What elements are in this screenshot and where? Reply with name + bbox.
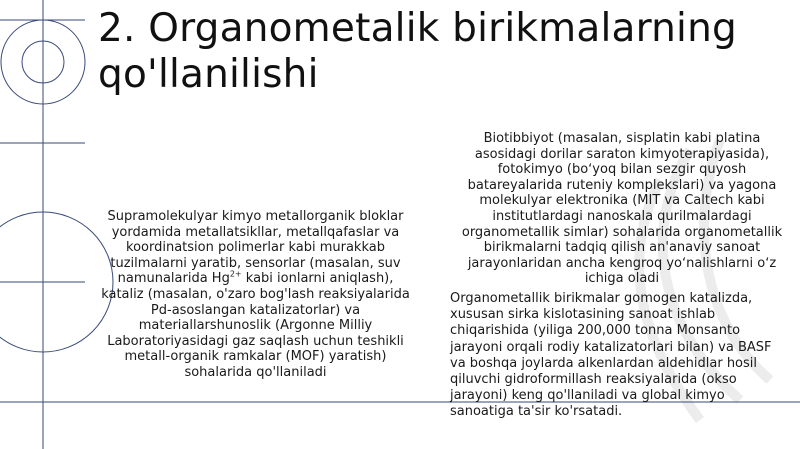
right-top-paragraph: Biotibbiyot (masalan, sisplatin kabi platina asosidagi dorilar saraton kimyoterapiyasida), fotokimyo (boʻyoq bilan sezgir quyosh batareyalarida ruteniy komplekslari) va yagona molekulyar elektronika (MIT va Caltech kabi institutlardagi nanoskala qurilmalardagi organometallik simlar) sohalarida organometallik birikmalarni tadqiq qilish an'anaviy sanoat jarayonlaridan ancha kengroq yoʻnalishlarni oʻz ichiga oladi — [461, 131, 783, 287]
superscript-charge: 2+ — [229, 270, 242, 280]
left-paragraph — [98, 209, 413, 381]
left-paragraph-text-start: Supramolekulyar kimyo metallorganik bloklar yordamida metallatsikllar, metallqafaslar va koordinatsion polimerlar kabi murakkab tuzilmalarni yaratib, sensorlar (masalan, suv namunalarida Hg — [107, 209, 404, 287]
right-bottom-paragraph: Organometallik birikmalar gomogen katalizda, xususan sirka kislotasining sanoat ishlab chiqarishida (yiliga 200,000 tonna Monsanto jarayoni orqali rodiy katalizatorlari bilan) va BASF va boshqa joylarda alkenlardan aldehidlar hosil qiluvchi gidroformillash reaksiyalarida (okso jarayoni) keng qo'llaniladi va global kimyo sanoatiga ta'sir ko'rsatadi. — [450, 291, 772, 420]
left-paragraph-text-end: kabi ionlarni aniqlash), kataliz (masalan, o'zaro bog'lash reaksiyalarida Pd-asoslangan katalizatorlar) va materiallarshunoslik (Argonne Milliy Laboratoriyasidagi gaz saqlash uchun teshikli metall-organik ramkalar (MOF) yaratish) sohalarida qo'llaniladi — [101, 271, 410, 380]
slide-title: 2. Organometalik birikmalarning qo'llanilishi — [98, 6, 737, 97]
